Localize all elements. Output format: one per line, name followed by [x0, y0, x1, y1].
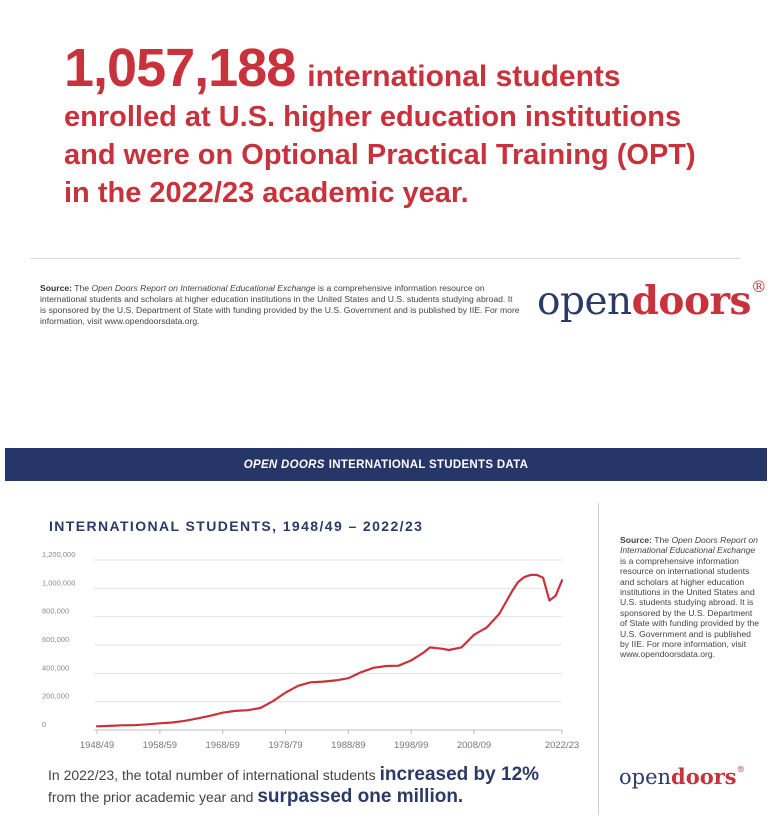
summary-highlight-2: surpassed one million.	[257, 786, 464, 807]
source-pre: The	[74, 283, 90, 293]
y-tick-label: 200,000	[42, 691, 70, 701]
x-tick-label: 1968/69	[205, 740, 240, 751]
series-line	[97, 575, 562, 726]
y-tick-label: 0	[42, 720, 47, 729]
source-report-title: Open Doors Report on International Educational Exchange	[91, 283, 316, 293]
summary-part-1: In 2022/23, the total number of international students	[48, 767, 376, 783]
data-banner	[5, 448, 767, 481]
source-note-side	[620, 535, 760, 660]
x-tick-label: 1958/59	[142, 740, 178, 751]
x-tick-label: 1998/99	[394, 740, 429, 751]
headline	[64, 40, 744, 212]
logo-small-open: open	[619, 765, 672, 789]
logo-registered: ®	[750, 278, 767, 296]
source-text: is a comprehensive information resource on international students and scholars at higher education institutions in the United States and U.S. students studying abroad. It is sponsored by the U.S. Department of State with funding provided by the U.S. Government and is published by IIE. For more information, visit www.opendoorsdata.org.	[40, 283, 520, 326]
y-tick-label: 800,000	[42, 606, 70, 616]
source-label: Source:	[40, 283, 72, 293]
chart-title: INTERNATIONAL STUDENTS, 1948/49 – 2022/23	[49, 518, 424, 534]
source-note-top	[40, 283, 520, 327]
source-side-report-title: Open Doors Report on International Educational Exchange	[620, 535, 758, 556]
y-tick-label: 600,000	[42, 635, 70, 644]
headline-number: 1,057,188	[64, 38, 296, 98]
vertical-divider	[598, 503, 599, 815]
line-chart	[40, 548, 580, 758]
headline-text-1: international students	[307, 60, 621, 93]
source-side-label: Source:	[620, 535, 652, 545]
opendoors-logo	[537, 278, 766, 324]
opendoors-logo-small	[619, 764, 745, 789]
x-tick-label: 1988/89	[331, 740, 366, 751]
x-tick-label: 2022/23	[544, 740, 580, 751]
x-tick-label: 2008/09	[456, 740, 492, 751]
summary-text	[48, 764, 596, 808]
x-tick-label: 1978/79	[268, 740, 303, 751]
banner-italic: OPEN DOORS	[243, 458, 325, 471]
y-tick-label: 1,200,000	[42, 550, 76, 559]
headline-first-line	[64, 40, 744, 96]
source-side-text: is a comprehensive information resource on international students and scholars at higher education institutions in the United States and U.S. students studying abroad. It is sponsored by the U.S. Department of State with funding provided by the U.S. Government and is published by IIE. For more information, visit www.opendoorsdata.org.	[620, 555, 760, 660]
summary-part-2: from the prior academic year and	[48, 789, 254, 805]
logo-open: open	[537, 279, 632, 324]
logo-small-registered: ®	[736, 764, 746, 774]
source-side-pre: The	[654, 535, 670, 545]
y-tick-label: 400,000	[42, 663, 70, 673]
banner-text: INTERNATIONAL STUDENTS DATA	[328, 458, 529, 471]
logo-doors: doors	[631, 278, 751, 324]
summary-highlight-1: increased by 12%	[379, 764, 540, 785]
headline-text-2: enrolled at U.S. higher education institutions and were on Optional Practical Training (OPT) in the 2022/23 academic year.	[64, 101, 696, 209]
y-tick-label: 1,000,000	[42, 578, 76, 588]
logo-small-doors: doors	[671, 764, 737, 789]
x-tick-label: 1948/49	[79, 740, 115, 751]
top-divider	[30, 258, 741, 259]
